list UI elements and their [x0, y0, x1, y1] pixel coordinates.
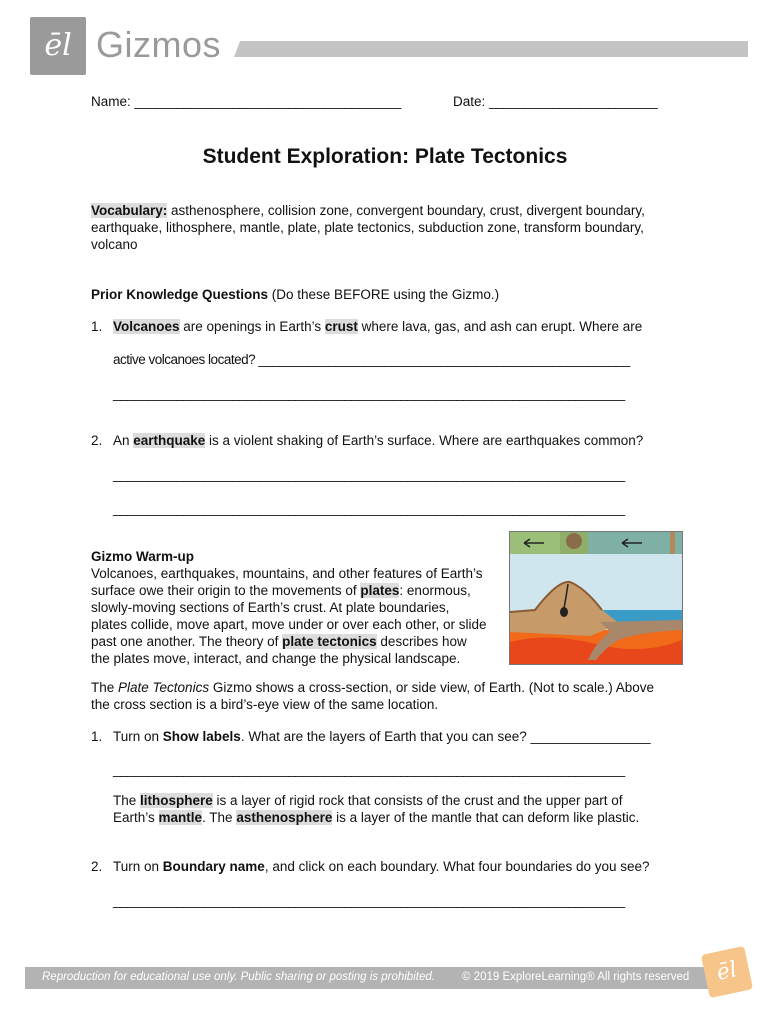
q1-rest: where lava, gas, and ash can erupt. Where are [357, 319, 643, 334]
magma-chamber [560, 607, 568, 617]
warmup-text: surface owe their origin to the movements of [91, 583, 361, 598]
term-mantle: mantle [158, 810, 203, 825]
term-earthquake: earthquake [133, 433, 206, 448]
warmup-paragraph [91, 679, 691, 713]
vocabulary-label: Vocabulary: [91, 203, 168, 218]
vocabulary [91, 202, 691, 253]
warmup-line: slowly-moving sections of Earth’s crust. At plate boundaries, [91, 600, 450, 615]
prior-q2-text [113, 432, 683, 449]
date-field[interactable] [453, 93, 657, 110]
q-pre: Turn on [113, 859, 163, 874]
term-crust: crust [324, 319, 358, 334]
warmup-text: The [91, 680, 119, 695]
name-label: Name: [91, 94, 131, 109]
term-asthenosphere: asthenosphere [236, 810, 333, 825]
boundary-name-term: Boundary name [162, 859, 265, 874]
warmup-line [91, 633, 496, 650]
q-rest: , and click on each boundary. What four boundaries do you see? [264, 859, 650, 874]
vocabulary-line: volcano [91, 237, 138, 252]
date-blank[interactable]: ________________________ [489, 94, 658, 109]
header-bar [240, 41, 748, 57]
warmup-text: past one another. The theory of [91, 634, 283, 649]
prior-q1-text [113, 318, 683, 335]
warmup-text: the cross section is a bird’s-eye view of the same location. [91, 697, 439, 712]
prior-q1-number: 1. [91, 319, 103, 334]
warmup-text: describes how [376, 634, 467, 649]
q-rest: . What are the layers of Earth that you can see? ________________ [240, 729, 651, 744]
vocabulary-line: asthenosphere, collision zone, convergent boundary, crust, divergent boundary, [167, 203, 645, 218]
prior-q2-number: 2. [91, 433, 103, 448]
warmup-text: : enormous, [399, 583, 471, 598]
warmup-q2-text [113, 858, 683, 875]
term-lithosphere: lithosphere [140, 793, 213, 808]
prior-q2-answer-line[interactable]: _________________________________________________________________________ [113, 501, 625, 516]
warmup-q2-answer-line[interactable]: _________________________________________________________________________ [113, 893, 625, 908]
name-field[interactable] [91, 93, 401, 110]
warmup-line: plates collide, move apart, move under or over each other, or slide [91, 617, 487, 632]
brand-title: Gizmos [96, 24, 222, 65]
info-text: Earth’s [113, 810, 159, 825]
prior-heading-text: Prior Knowledge Questions [91, 287, 269, 302]
volcano-top-icon [566, 533, 582, 549]
gizmo-name: Plate Tectonics [118, 680, 210, 695]
warmup-section [91, 548, 496, 667]
info-text: is a layer of the mantle that can deform like plastic. [332, 810, 640, 825]
info-text: The [113, 793, 141, 808]
prior-knowledge-heading [91, 286, 499, 303]
warmup-q2-number: 2. [91, 859, 103, 874]
warmup-q1-text [113, 728, 683, 745]
footer-copyright: © 2019 ExploreLearning® All rights reserved [462, 971, 690, 983]
q2-pre: An [113, 433, 134, 448]
warmup-q1-answer-line[interactable]: _________________________________________________________________________ [113, 762, 625, 777]
q1-mid: are openings in Earth’s [179, 319, 325, 334]
prior-q2-answer-line[interactable]: _________________________________________________________________________ [113, 467, 625, 482]
q2-rest: is a violent shaking of Earth’s surface. Where are earthquakes common? [205, 433, 644, 448]
warmup-line [91, 582, 496, 599]
warmup-line: Volcanoes, earthquakes, mountains, and other features of Earth’s [91, 566, 483, 581]
prior-note: (Do these BEFORE using the Gizmo.) [268, 287, 500, 302]
explorelearning-logo-glyph: ēl [714, 957, 740, 986]
footer-disclaimer: Reproduction for educational use only. Public sharing or posting is prohibited. [42, 971, 435, 983]
vocabulary-line: earthquake, lithosphere, mantle, plate, plate tectonics, subduction zone, transform boundary, [91, 220, 644, 235]
warmup-line: the plates move, interact, and change the physical landscape. [91, 651, 461, 666]
cross-section-svg [510, 532, 682, 664]
birdseye-marker [670, 532, 675, 554]
warmup-text: Gizmo shows a cross-section, or side view, of Earth. (Not to scale.) Above [209, 680, 655, 695]
name-blank[interactable]: ______________________________________ [134, 94, 401, 109]
lithosphere-info [113, 792, 683, 826]
q-pre: Turn on [113, 729, 163, 744]
page-title: Student Exploration: Plate Tectonics [202, 145, 568, 168]
term-plate-tectonics: plate tectonics [282, 634, 377, 649]
term-plates: plates [360, 583, 400, 598]
plate-tectonics-illustration [509, 531, 683, 665]
warmup-q1-number: 1. [91, 729, 103, 744]
warmup-heading: Gizmo Warm-up [91, 549, 194, 564]
prior-q1-answer-line[interactable]: active volcanoes located? _____________________________________________________ [113, 352, 630, 367]
date-label: Date: [453, 94, 486, 109]
show-labels-term: Show labels [162, 729, 241, 744]
gizmos-logo-glyph: ēl [44, 28, 72, 63]
term-volcanoes: Volcanoes [113, 319, 180, 334]
info-text: is a layer of rigid rock that consists of the crust and the upper part of [212, 793, 623, 808]
info-text: . The [202, 810, 237, 825]
prior-q1-answer-line[interactable]: _________________________________________________________________________ [113, 386, 625, 401]
